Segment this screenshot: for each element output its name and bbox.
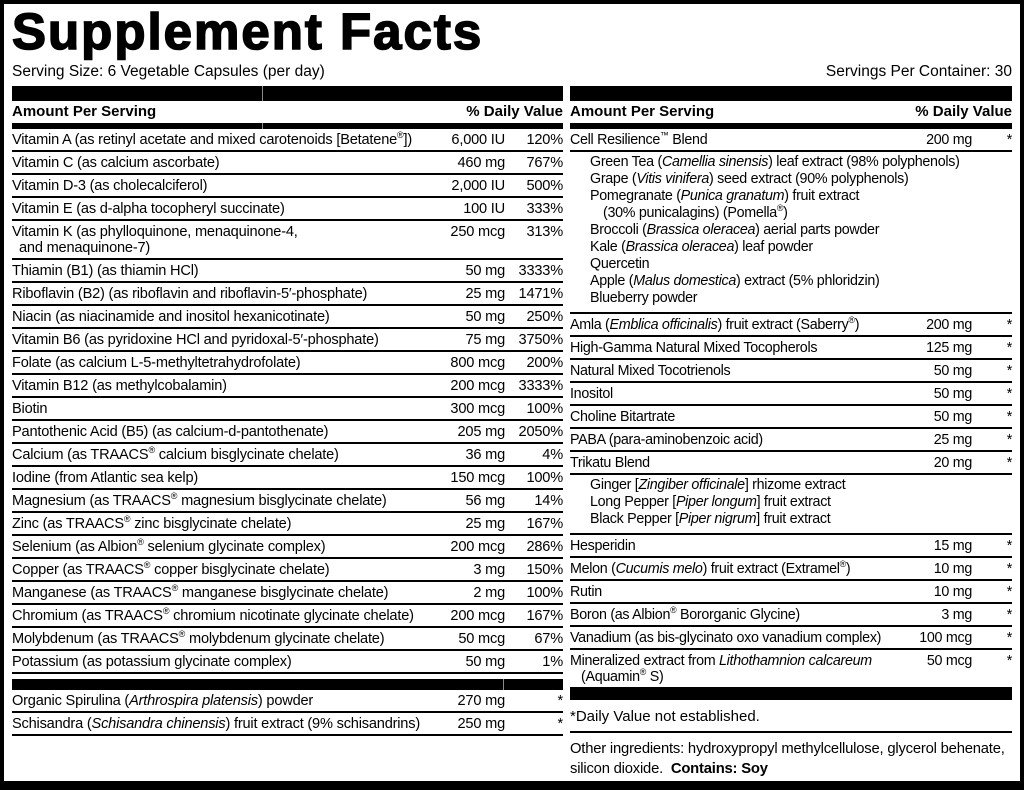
sub-ingredient-line: Blueberry powder bbox=[590, 290, 698, 306]
ingredient-name-line2: and menaquinone-7) bbox=[19, 240, 151, 256]
ingredient-name-line: Cell Resilience™ Blend bbox=[570, 130, 708, 148]
ingredient-name bbox=[12, 132, 425, 148]
ingredient-name bbox=[570, 455, 900, 471]
ingredient-name-line: Natural Mixed Tocotrienols bbox=[570, 363, 731, 379]
sub-ingredient-line: Broccoli (Brassica oleracea) aerial parts powder bbox=[590, 222, 880, 238]
divider-bar-header bbox=[12, 123, 563, 129]
sub-ingredient-line: Kale (Brassica oleracea) leaf powder bbox=[590, 239, 813, 255]
amount-per-serving-header: Amount Per Serving bbox=[570, 103, 715, 120]
amount-value: 6,000 IU bbox=[451, 132, 505, 148]
table-row bbox=[570, 650, 1012, 689]
daily-value: * bbox=[1006, 630, 1012, 646]
table-row bbox=[12, 651, 563, 674]
ingredient-name bbox=[12, 309, 425, 325]
ingredient-name-line: Rutin bbox=[570, 584, 602, 600]
daily-value: 2050% bbox=[518, 424, 563, 440]
table-row bbox=[12, 559, 563, 582]
column-header-row bbox=[570, 101, 1012, 123]
table-row bbox=[12, 467, 563, 490]
ingredient-name bbox=[12, 631, 425, 647]
ingredient-name-line: Vitamin B12 (as methylcobalamin) bbox=[12, 378, 227, 394]
daily-value: 167% bbox=[526, 608, 563, 624]
ingredient-name bbox=[12, 716, 425, 732]
ingredient-name bbox=[570, 132, 900, 148]
sub-ingredient-line: (30% punicalagins) (Pomella®) bbox=[603, 203, 788, 221]
table-row bbox=[12, 152, 563, 175]
ingredient-name bbox=[12, 608, 425, 624]
daily-value: 4% bbox=[542, 447, 563, 463]
amount-per-serving-header: Amount Per Serving bbox=[12, 103, 157, 120]
sub-ingredient-line: Pomegranate (Punica granatum) fruit extract bbox=[590, 188, 860, 204]
amount-value: 460 mg bbox=[457, 155, 505, 171]
ingredient-name-line: High-Gamma Natural Mixed Tocopherols bbox=[570, 340, 818, 356]
daily-value: 67% bbox=[534, 631, 563, 647]
amount-value: 25 mg bbox=[465, 516, 505, 532]
ingredient-name-line: Vitamin K (as phylloquinone, menaquinone-4, bbox=[12, 224, 298, 240]
table-row bbox=[12, 175, 563, 198]
daily-value: * bbox=[1006, 363, 1012, 379]
daily-value: * bbox=[1006, 653, 1012, 669]
ingredient-table-left bbox=[12, 129, 563, 736]
facts-column-right bbox=[570, 86, 1012, 779]
table-row bbox=[12, 221, 563, 260]
amount-value: 50 mcg bbox=[458, 631, 505, 647]
ingredient-name-line: Thiamin (B1) (as thiamin HCl) bbox=[12, 263, 199, 279]
ingredient-name-line: Organic Spirulina (Arthrospira platensis) powder bbox=[12, 693, 314, 709]
ingredient-name bbox=[12, 654, 425, 670]
ingredient-name-line: Schisandra (Schisandra chinensis) fruit extract (9% schisandrins) bbox=[12, 716, 420, 732]
ingredient-name-line: Inositol bbox=[570, 386, 613, 402]
table-row bbox=[570, 627, 1012, 650]
amount-value: 250 mg bbox=[457, 716, 505, 732]
ingredient-name bbox=[12, 201, 425, 217]
ingredient-name-line: Vitamin D-3 (as cholecalciferol) bbox=[12, 178, 208, 194]
table-row bbox=[12, 513, 563, 536]
serving-info-row bbox=[8, 63, 1016, 80]
ingredient-name bbox=[12, 263, 425, 279]
bar-notch bbox=[262, 86, 263, 101]
amount-value: 3 mg bbox=[473, 562, 505, 578]
daily-value: * bbox=[1006, 607, 1012, 623]
table-row bbox=[12, 260, 563, 283]
footnote-daily-value: *Daily Value not established. bbox=[570, 702, 1012, 733]
ingredient-name-line: Folate (as calcium L-5-methyltetrahydrofolate) bbox=[12, 355, 301, 371]
ingredient-name bbox=[570, 317, 900, 333]
ingredient-name-line: Melon (Cucumis melo) fruit extract (Extramel®) bbox=[570, 559, 851, 577]
serving-size-text: Serving Size: 6 Vegetable Capsules (per day) bbox=[12, 63, 325, 80]
table-row bbox=[12, 283, 563, 306]
sub-ingredient-group bbox=[570, 152, 1012, 314]
amount-value: 50 mg bbox=[465, 309, 505, 325]
table-row bbox=[12, 129, 563, 152]
ingredient-name-line: Vanadium (as bis-glycinato oxo vanadium complex) bbox=[570, 630, 882, 646]
table-row bbox=[570, 452, 1012, 475]
ingredient-name bbox=[12, 332, 425, 348]
table-row bbox=[12, 352, 563, 375]
daily-value: * bbox=[1006, 340, 1012, 356]
amount-value: 75 mg bbox=[465, 332, 505, 348]
divider-bar-top bbox=[12, 86, 563, 101]
ingredient-name-line: Amla (Emblica officinalis) fruit extract (Saberry®) bbox=[570, 315, 860, 333]
table-row bbox=[570, 535, 1012, 558]
ingredient-name bbox=[12, 493, 425, 509]
ingredient-name-line: Vitamin C (as calcium ascorbate) bbox=[12, 155, 220, 171]
amount-value: 250 mcg bbox=[450, 224, 505, 240]
table-row bbox=[570, 558, 1012, 581]
ingredient-name-line: Iodine (from Atlantic sea kelp) bbox=[12, 470, 199, 486]
daily-value: * bbox=[1006, 538, 1012, 554]
page-title: Supplement Facts bbox=[12, 3, 484, 60]
ingredient-name bbox=[570, 584, 900, 600]
sub-ingredient-line: Green Tea (Camellia sinensis) leaf extract (98% polyphenols) bbox=[590, 154, 960, 170]
ingredient-name-line: Choline Bitartrate bbox=[570, 409, 676, 425]
amount-value: 270 mg bbox=[457, 693, 505, 709]
sub-ingredient-line: Black Pepper [Piper nigrum] fruit extract bbox=[590, 511, 831, 527]
amount-value: 10 mg bbox=[933, 584, 972, 600]
ingredient-name-line: Zinc (as TRAACS® zinc bisglycinate chelate) bbox=[12, 514, 292, 532]
daily-value: 333% bbox=[526, 201, 563, 217]
table-row bbox=[570, 129, 1012, 152]
table-row bbox=[12, 198, 563, 221]
ingredient-name bbox=[570, 607, 900, 623]
table-row bbox=[570, 604, 1012, 627]
daily-value: 100% bbox=[526, 401, 563, 417]
ingredient-name bbox=[570, 432, 900, 448]
amount-value: 200 mg bbox=[926, 317, 972, 333]
sub-ingredient-line: Grape (Vitis vinifera) seed extract (90% polyphenols) bbox=[590, 171, 909, 187]
daily-value: 120% bbox=[526, 132, 563, 148]
table-row bbox=[12, 421, 563, 444]
ingredient-name-line: Magnesium (as TRAACS® magnesium bisglycinate chelate) bbox=[12, 491, 387, 509]
amount-value: 125 mg bbox=[926, 340, 972, 356]
table-row bbox=[12, 628, 563, 651]
ingredient-name bbox=[570, 561, 900, 577]
ingredient-name bbox=[12, 516, 425, 532]
daily-value: 767% bbox=[526, 155, 563, 171]
amount-value: 50 mg bbox=[465, 654, 505, 670]
ingredient-name-line: Manganese (as TRAACS® manganese bisglycinate chelate) bbox=[12, 583, 389, 601]
ingredient-name bbox=[12, 470, 425, 486]
ingredient-name bbox=[12, 585, 425, 601]
column-header-row bbox=[12, 101, 563, 123]
sub-ingredient-line: Apple (Malus domestica) extract (5% phloridzin) bbox=[590, 273, 880, 289]
table-row bbox=[12, 490, 563, 513]
amount-value: 36 mg bbox=[465, 447, 505, 463]
daily-value: * bbox=[557, 716, 563, 732]
daily-value: * bbox=[1006, 317, 1012, 333]
daily-value: * bbox=[1006, 409, 1012, 425]
ingredient-name-line: Vitamin A (as retinyl acetate and mixed carotenoids [Betatene®]) bbox=[12, 130, 413, 148]
ingredient-name-line: Hesperidin bbox=[570, 538, 636, 554]
amount-value: 800 mcg bbox=[450, 355, 505, 371]
daily-value: 1471% bbox=[518, 286, 563, 302]
amount-value: 25 mg bbox=[933, 432, 972, 448]
ingredient-name bbox=[12, 401, 425, 417]
ingredient-name-line: Niacin (as niacinamide and inositol hexanicotinate) bbox=[12, 309, 330, 325]
daily-value: 167% bbox=[526, 516, 563, 532]
ingredient-name-line: Molybdenum (as TRAACS® molybdenum glycinate chelate) bbox=[12, 629, 385, 647]
ingredient-name-line: Potassium (as potassium glycinate complex) bbox=[12, 654, 292, 670]
ingredient-name bbox=[570, 653, 900, 685]
ingredient-name-line: Selenium (as Albion® selenium glycinate complex) bbox=[12, 537, 326, 555]
ingredient-name-line: Boron (as Albion® Bororganic Glycine) bbox=[570, 605, 800, 623]
table-row bbox=[12, 605, 563, 628]
amount-value: 56 mg bbox=[465, 493, 505, 509]
footnote-other-ingredients: Other ingredients: hydroxypropyl methylcellulose, glycerol behenate, silicon dioxide. Contains: Soy bbox=[570, 741, 1005, 777]
table-row bbox=[570, 406, 1012, 429]
amount-value: 150 mcg bbox=[450, 470, 505, 486]
daily-value: 14% bbox=[534, 493, 563, 509]
ingredient-table-right bbox=[570, 129, 1012, 779]
ingredient-name bbox=[12, 693, 425, 709]
separator-bar bbox=[12, 679, 563, 690]
amount-value: 10 mg bbox=[933, 561, 972, 577]
amount-value: 20 mg bbox=[933, 455, 972, 471]
amount-value: 200 mcg bbox=[450, 378, 505, 394]
amount-value: 205 mg bbox=[457, 424, 505, 440]
separator-bar bbox=[570, 689, 1012, 700]
bar-notch bbox=[262, 123, 263, 129]
ingredient-name-line: Copper (as TRAACS® copper bisglycinate chelate) bbox=[12, 560, 330, 578]
facts-columns bbox=[8, 86, 1016, 779]
amount-value: 200 mcg bbox=[450, 608, 505, 624]
table-row bbox=[12, 444, 563, 467]
table-row bbox=[12, 582, 563, 605]
facts-column-left bbox=[12, 86, 563, 779]
sub-ingredient-line: Long Pepper [Piper longum] fruit extract bbox=[590, 494, 831, 510]
daily-value: * bbox=[1006, 584, 1012, 600]
ingredient-name bbox=[12, 155, 425, 171]
divider-bar-top bbox=[570, 86, 1012, 101]
ingredient-name bbox=[570, 363, 900, 379]
table-row bbox=[12, 536, 563, 559]
ingredient-name bbox=[12, 424, 425, 440]
amount-value: 2,000 IU bbox=[451, 178, 505, 194]
sub-ingredient-group bbox=[570, 475, 1012, 535]
daily-value-header: % Daily Value bbox=[915, 103, 1012, 120]
daily-value: * bbox=[1006, 455, 1012, 471]
table-row bbox=[570, 581, 1012, 604]
amount-value: 15 mg bbox=[933, 538, 972, 554]
sub-ingredient-line: Ginger [Zingiber officinale] rhizome extract bbox=[590, 477, 846, 493]
daily-value: * bbox=[1006, 386, 1012, 402]
amount-value: 200 mcg bbox=[450, 539, 505, 555]
amount-value: 100 mcg bbox=[919, 630, 972, 646]
amount-value: 50 mg bbox=[465, 263, 505, 279]
daily-value: 286% bbox=[526, 539, 563, 555]
ingredient-name bbox=[12, 355, 425, 371]
sub-ingredient-line: Quercetin bbox=[590, 256, 650, 272]
ingredient-name-line: Vitamin B6 (as pyridoxine HCl and pyridoxal-5′-phosphate) bbox=[12, 332, 379, 348]
ingredient-name-line: Vitamin E (as d-alpha tocopheryl succinate) bbox=[12, 201, 285, 217]
table-row bbox=[12, 398, 563, 421]
ingredient-name bbox=[570, 630, 900, 646]
amount-value: 50 mg bbox=[933, 363, 972, 379]
ingredient-name-line: Trikatu Blend bbox=[570, 455, 650, 471]
servings-per-container-text: Servings Per Container: 30 bbox=[825, 63, 1012, 80]
ingredient-name bbox=[12, 178, 425, 194]
amount-value: 300 mcg bbox=[450, 401, 505, 417]
amount-value: 200 mg bbox=[926, 132, 972, 148]
ingredient-name-line: Pantothenic Acid (B5) (as calcium-d-pantothenate) bbox=[12, 424, 329, 440]
table-row bbox=[570, 314, 1012, 337]
daily-value: 100% bbox=[526, 585, 563, 601]
table-row bbox=[12, 713, 563, 736]
amount-value: 50 mcg bbox=[926, 653, 972, 669]
daily-value: * bbox=[1006, 432, 1012, 448]
amount-value: 50 mg bbox=[933, 386, 972, 402]
table-row bbox=[12, 306, 563, 329]
daily-value: 3333% bbox=[518, 378, 563, 394]
ingredient-name bbox=[570, 409, 900, 425]
ingredient-name-line2: (Aquamin® S) bbox=[581, 667, 664, 685]
daily-value: 200% bbox=[526, 355, 563, 371]
ingredient-name bbox=[12, 447, 425, 463]
ingredient-name bbox=[12, 224, 425, 256]
daily-value: 250% bbox=[526, 309, 563, 325]
ingredient-name-line: Biotin bbox=[12, 401, 48, 417]
amount-value: 25 mg bbox=[465, 286, 505, 302]
table-row bbox=[570, 337, 1012, 360]
table-row bbox=[570, 383, 1012, 406]
ingredient-name-line: Mineralized extract from Lithothamnion calcareum bbox=[570, 653, 872, 669]
ingredient-name bbox=[570, 386, 900, 402]
daily-value: 500% bbox=[526, 178, 563, 194]
table-row bbox=[12, 329, 563, 352]
daily-value: * bbox=[1006, 132, 1012, 148]
divider-bar-header bbox=[570, 123, 1012, 129]
amount-value: 3 mg bbox=[941, 607, 972, 623]
daily-value: * bbox=[1006, 561, 1012, 577]
ingredient-name bbox=[12, 286, 425, 302]
table-row bbox=[570, 429, 1012, 452]
daily-value-header: % Daily Value bbox=[466, 103, 563, 120]
ingredient-name bbox=[12, 562, 425, 578]
daily-value: 100% bbox=[526, 470, 563, 486]
daily-value: 3750% bbox=[518, 332, 563, 348]
table-row bbox=[12, 375, 563, 398]
amount-value: 2 mg bbox=[473, 585, 505, 601]
ingredient-name-line: Riboflavin (B2) (as riboflavin and riboflavin-5′-phosphate) bbox=[12, 286, 368, 302]
table-row bbox=[570, 360, 1012, 383]
ingredient-name bbox=[570, 538, 900, 554]
amount-value: 50 mg bbox=[933, 409, 972, 425]
daily-value: 3333% bbox=[518, 263, 563, 279]
amount-value: 100 IU bbox=[463, 201, 505, 217]
table-row bbox=[12, 690, 563, 713]
ingredient-name-line: Calcium (as TRAACS® calcium bisglycinate chelate) bbox=[12, 445, 339, 463]
ingredient-name bbox=[12, 378, 425, 394]
ingredient-name bbox=[570, 340, 900, 356]
ingredient-name bbox=[12, 539, 425, 555]
daily-value: * bbox=[557, 693, 563, 709]
ingredient-name-line: PABA (para-aminobenzoic acid) bbox=[570, 432, 763, 448]
ingredient-name-line: Chromium (as TRAACS® chromium nicotinate glycinate chelate) bbox=[12, 606, 414, 624]
daily-value: 1% bbox=[542, 654, 563, 670]
daily-value: 313% bbox=[526, 224, 563, 240]
daily-value: 150% bbox=[526, 562, 563, 578]
